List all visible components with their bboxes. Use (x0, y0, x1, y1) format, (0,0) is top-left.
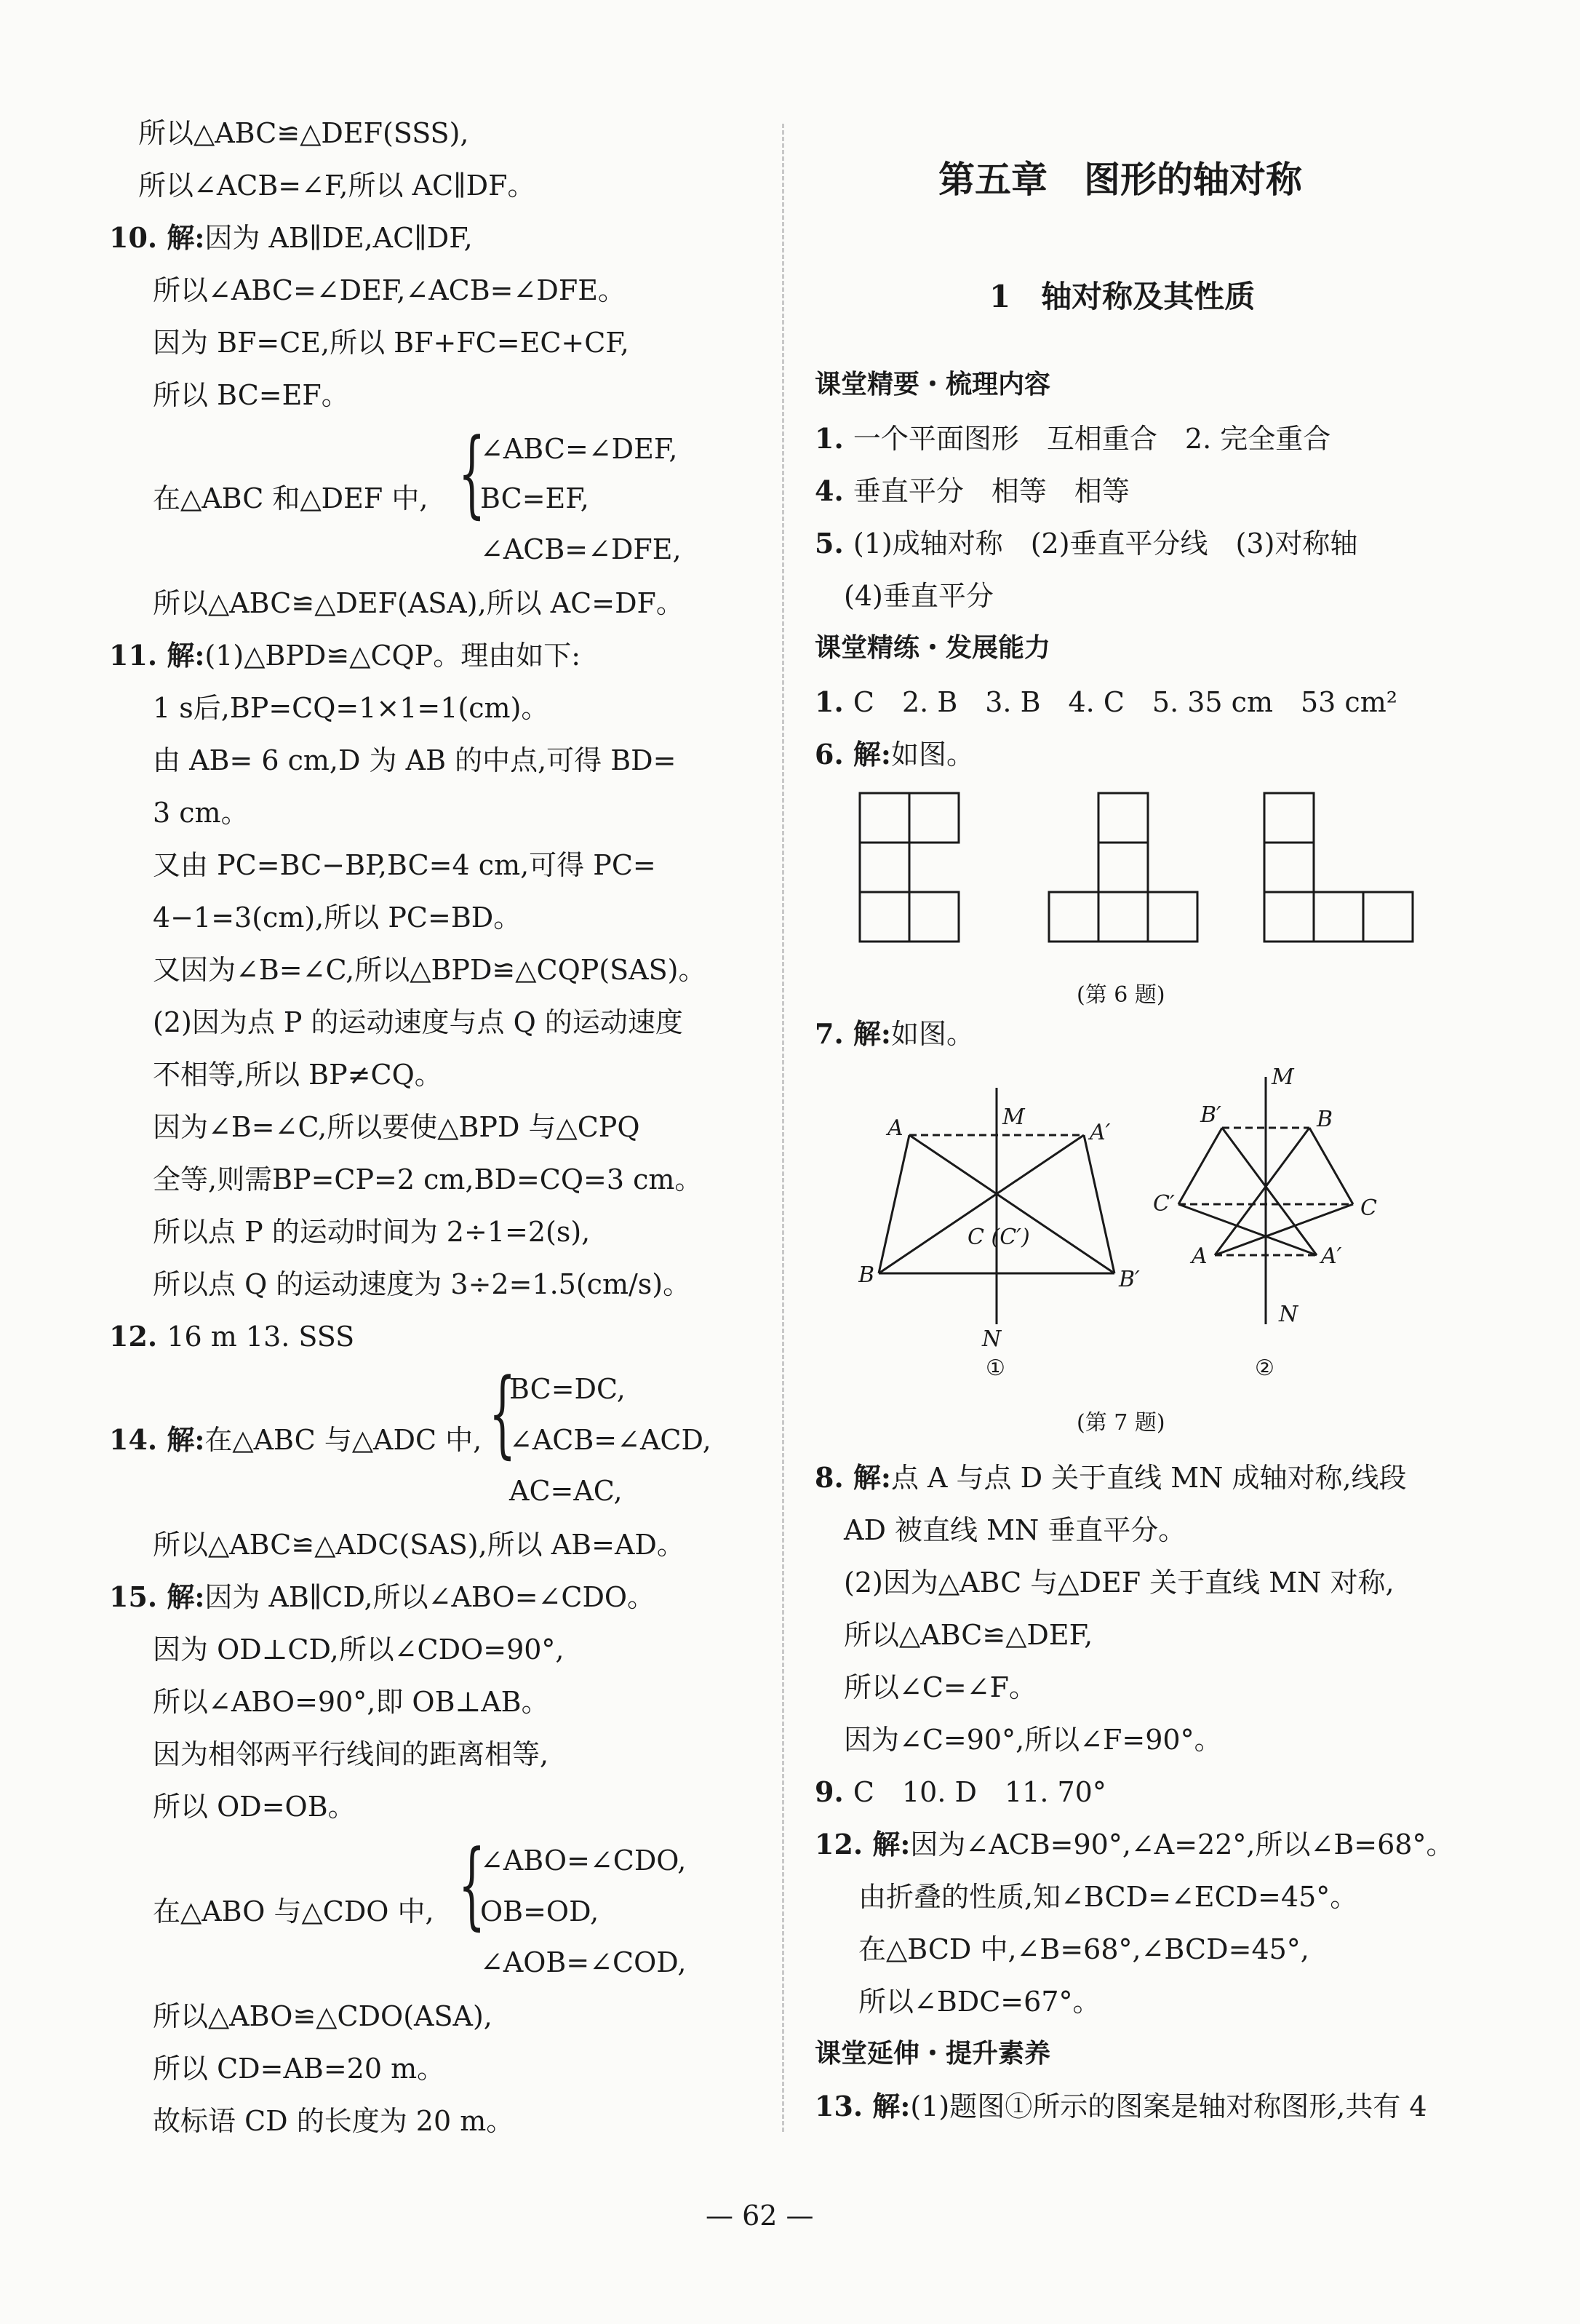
left-line: 因为 OD⊥CD,所以∠CDO=90°, (153, 1633, 564, 1666)
left-line: BC=EF, (480, 482, 589, 514)
left-line: 所以 OD=OB。 (153, 1791, 356, 1823)
left-line: ∠ABC=∠DEF, (480, 433, 678, 465)
right-line: 6. 解:如图。 (815, 738, 974, 771)
left-line: 又因为∠B=∠C,所以△BPD≌△CQP(SAS)。 (153, 954, 706, 986)
right-line: 由折叠的性质,知∠BCD=∠ECD=45°。 (858, 1881, 1358, 1913)
figure-7 (858, 1062, 1411, 1397)
left-line: 15. 解:因为 AB∥CD,所以∠ABO=∠CDO。 (109, 1580, 655, 1613)
label-A-2: A (1192, 1243, 1208, 1269)
left-line: 因为 BF=CE,所以 BF+FC=EC+CF, (153, 327, 629, 359)
left-line: 14. 解:在△ABC 与△ADC 中, (109, 1423, 482, 1456)
left-line: ∠ABO=∠CDO, (480, 1845, 687, 1877)
question-number: 4. (815, 474, 853, 507)
right-line: 所以∠BDC=67°。 (858, 1986, 1101, 2018)
left-line: 所以△ABC≌△ADC(SAS),所以 AB=AD。 (153, 1529, 685, 1561)
right-line: (2)因为△ABC 与△DEF 关于直线 MN 对称, (844, 1567, 1395, 1599)
question-number: 1. (815, 422, 853, 455)
question-number: 5. (815, 527, 853, 560)
left-line: 4−1=3(cm),所以 PC=BD。 (153, 902, 522, 934)
label-M2: M (1272, 1064, 1294, 1090)
left-line: ∠ACB=∠ACD, (509, 1424, 711, 1456)
label-A1: A (887, 1115, 903, 1141)
left-line: 所以 BC=EF。 (153, 379, 349, 411)
left-line: 在△ABC 和△DEF 中, (153, 482, 428, 514)
left-line: 不相等,所以 BP≠CQ。 (153, 1059, 442, 1091)
right-line: 7. 解:如图。 (815, 1017, 974, 1050)
left-line: 所以△ABC≌△DEF(SSS), (138, 117, 469, 149)
label-CC: C (C′) (967, 1225, 1030, 1250)
right-line: 12. 解:因为∠ACB=90°,∠A=22°,所以∠B=68°。 (815, 1828, 1454, 1861)
question-number: 15. 解: (109, 1580, 205, 1613)
right-line: 所以∠C=∠F。 (844, 1671, 1037, 1703)
left-line: 10. 解:因为 AB∥DE,AC∥DF, (109, 221, 473, 254)
right-line: 8. 解:点 A 与点 D 关于直线 MN 成轴对称,线段 (815, 1461, 1407, 1494)
label-A2-1: A′ (1090, 1120, 1111, 1145)
right-line: 课堂精练・发展能力 (815, 633, 1051, 663)
left-line: 所以△ABC≌△DEF(ASA),所以 AC=DF。 (153, 587, 684, 619)
right-line: 1. 一个平面图形 互相重合 2. 完全重合 (815, 422, 1331, 455)
question-number: 9. (815, 1775, 853, 1808)
left-line: (2)因为点 P 的运动速度与点 Q 的运动速度 (153, 1006, 683, 1038)
right-line: 所以△ABC≌△DEF, (844, 1619, 1093, 1651)
question-number: 12. (109, 1320, 167, 1353)
brace-q14: { (489, 1358, 516, 1468)
label-B1: B (858, 1262, 875, 1288)
left-line: 由 AB= 6 cm,D 为 AB 的中点,可得 BD= (153, 744, 677, 776)
left-line: 全等,则需BP=CP=2 cm,BD=CQ=3 cm。 (153, 1163, 703, 1195)
right-line: AD 被直线 MN 垂直平分。 (844, 1514, 1186, 1546)
question-number: 6. 解: (815, 738, 891, 771)
label-A2-2: A′ (1321, 1243, 1342, 1269)
left-line: 3 cm。 (153, 797, 249, 829)
left-line: 所以点 P 的运动时间为 2÷1=2(s), (153, 1216, 591, 1248)
left-line: 所以∠ABO=90°,即 OB⊥AB。 (153, 1686, 549, 1718)
page-number: — 62 — (706, 2200, 814, 2232)
right-line: 9. C 10. D 11. 70° (815, 1775, 1106, 1808)
label-one: ① (986, 1356, 1005, 1381)
label-C-2: C (1360, 1195, 1377, 1221)
left-line: 所以∠ACB=∠F,所以 AC∥DF。 (138, 170, 535, 202)
label-N2: N (1279, 1302, 1298, 1327)
right-line: 课堂延伸・提升素养 (815, 2039, 1051, 2069)
label-C2-2: C′ (1153, 1191, 1175, 1217)
left-line: 1 s后,BP=CQ=1×1=1(cm)。 (153, 692, 549, 724)
question-number: 14. 解: (109, 1423, 205, 1456)
label-B-2: B (1317, 1107, 1333, 1132)
left-line: 所以点 Q 的运动速度为 3÷2=1.5(cm/s)。 (153, 1268, 691, 1300)
right-line: 在△BCD 中,∠B=68°,∠BCD=45°, (858, 1933, 1309, 1965)
left-line: 在△ABO 与△CDO 中, (153, 1895, 434, 1927)
left-line: 所以∠ABC=∠DEF,∠ACB=∠DFE。 (153, 274, 626, 306)
right-line: (4)垂直平分 (844, 580, 994, 612)
section-title: 1 轴对称及其性质 (989, 279, 1256, 314)
right-line: 1. C 2. B 3. B 4. C 5. 35 cm 53 cm² (815, 685, 1397, 718)
left-line: 所以△ABO≌△CDO(ASA), (153, 2000, 492, 2032)
question-number: 1. (815, 685, 853, 718)
chapter-title: 第五章 图形的轴对称 (938, 158, 1302, 201)
label-B2-2: B′ (1200, 1102, 1221, 1128)
left-line: AC=AC, (509, 1475, 623, 1507)
column-divider (782, 124, 784, 2132)
question-number: 7. 解: (815, 1017, 891, 1050)
right-line: 课堂精要・梳理内容 (815, 370, 1051, 399)
label-B2-1: B′ (1119, 1267, 1140, 1292)
question-number: 8. 解: (815, 1461, 891, 1494)
figure-6-caption: (第 6 题) (1077, 982, 1165, 1008)
question-number: 10. 解: (109, 221, 205, 254)
question-number: 13. 解: (815, 2090, 911, 2122)
figure-6 (851, 789, 1433, 957)
figure-7-caption: (第 7 题) (1077, 1410, 1165, 1436)
right-line: 13. 解:(1)题图①所示的图案是轴对称图形,共有 4 (815, 2090, 1427, 2122)
right-line: 5. (1)成轴对称 (2)垂直平分线 (3)对称轴 (815, 527, 1358, 560)
left-line: 12. 16 m 13. SSS (109, 1320, 355, 1353)
left-line: 又由 PC=BC−BP,BC=4 cm,可得 PC= (153, 849, 656, 881)
label-N1: N (982, 1326, 1002, 1352)
question-number: 12. 解: (815, 1828, 911, 1861)
right-line: 4. 垂直平分 相等 相等 (815, 474, 1130, 507)
left-line: ∠ACB=∠DFE, (480, 533, 682, 565)
left-line: ∠AOB=∠COD, (480, 1946, 687, 1978)
question-number: 11. 解: (109, 639, 205, 672)
label-two: ② (1255, 1356, 1274, 1381)
brace-q15: { (458, 1829, 486, 1940)
left-line: BC=DC, (509, 1373, 626, 1405)
left-line: 因为∠B=∠C,所以要使△BPD 与△CPQ (153, 1111, 640, 1143)
left-line: 所以 CD=AB=20 m。 (153, 2053, 445, 2085)
brace-q10: { (458, 418, 486, 528)
right-line: 因为∠C=90°,所以∠F=90°。 (844, 1724, 1222, 1756)
left-line: 因为相邻两平行线间的距离相等, (153, 1738, 549, 1770)
left-line: OB=OD, (480, 1895, 599, 1927)
label-M1: M (1002, 1105, 1025, 1130)
left-line: 11. 解:(1)△BPD≌△CQP。理由如下: (109, 639, 581, 672)
left-line: 故标语 CD 的长度为 20 m。 (153, 2105, 514, 2137)
